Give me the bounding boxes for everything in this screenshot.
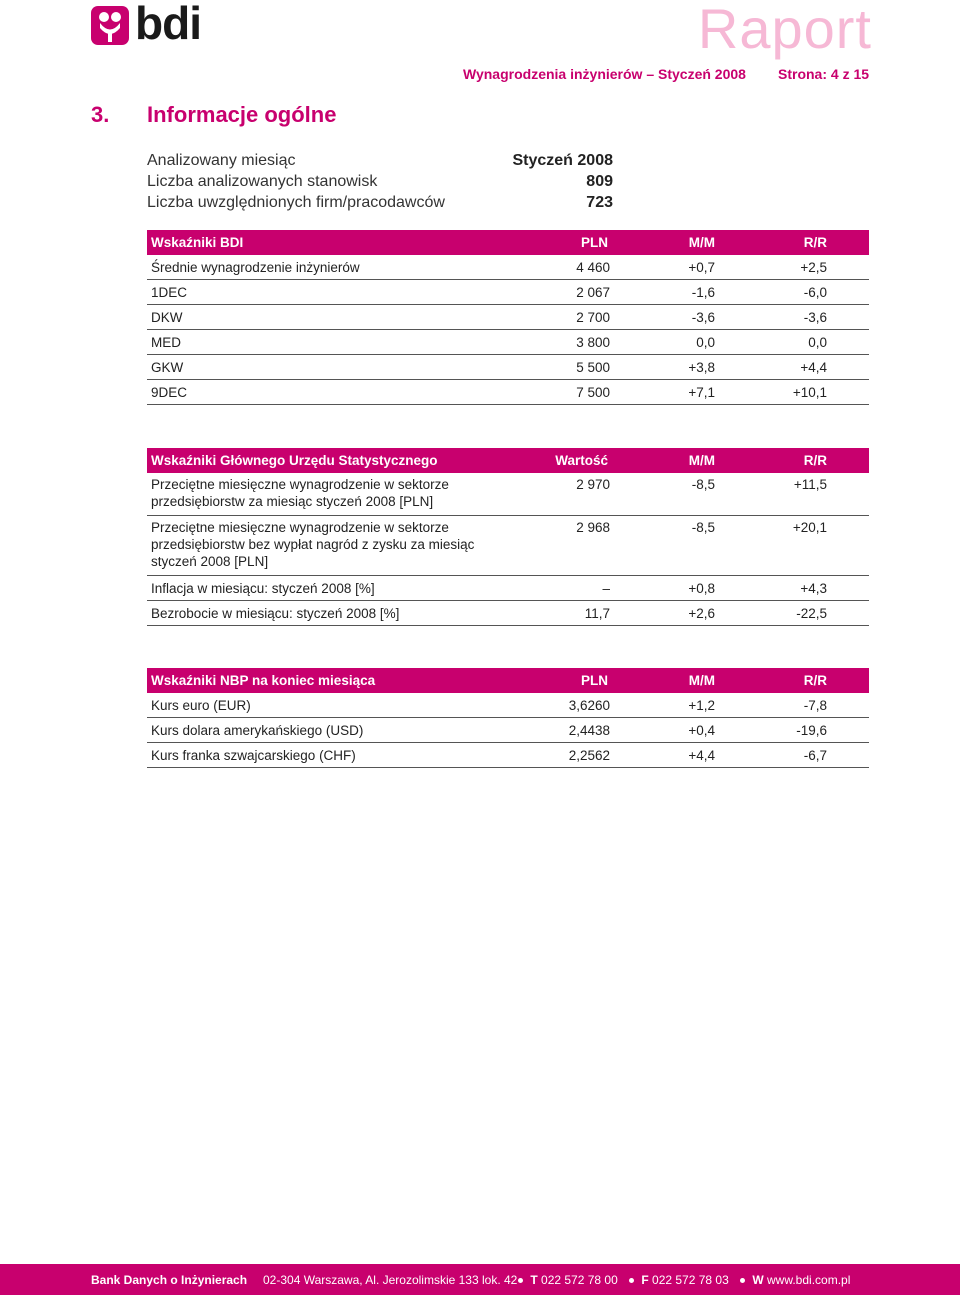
info-value: 723 [586,194,613,211]
section-title-text: Informacje ogólne [147,102,337,127]
table-cell: +2,5 [719,255,869,280]
table-cell: +4,4 [719,355,869,380]
table-cell: -6,7 [719,743,869,768]
table-cell: Przeciętne miesięczne wynagrodzenie w sektorze przedsiębiorstw bez wypłat nagród z zysku za miesiąc styczeń 2008 [PLN] [147,516,532,576]
table-row [147,305,869,330]
table-cell: -3,6 [719,305,869,330]
table-cell: +4,3 [719,576,869,601]
table-cell: +0,7 [612,255,719,280]
table-cell: MED [147,330,532,355]
footer-fax [625,1273,729,1287]
table-cell: 2,4438 [532,718,612,743]
section-title [91,102,336,128]
footer-web [736,1273,850,1287]
table-header-row [147,448,869,473]
logo-figure-icon [91,6,129,45]
table-row [147,255,869,280]
table-cell: 2,2562 [532,743,612,768]
table-cell: -19,6 [719,718,869,743]
table-cell: +20,1 [719,516,869,576]
gus-indicators-table [147,448,869,626]
table-cell: 2 700 [532,305,612,330]
table-row [147,330,869,355]
column-header: PLN [532,230,612,255]
table-cell: +1,2 [612,693,719,718]
bdi-indicators-table [147,230,869,405]
column-header: Wartość [532,448,612,473]
table-cell: 0,0 [719,330,869,355]
table-header-row [147,230,869,255]
table-cell: 3 800 [532,330,612,355]
report-subtitle: Wynagrodzenia inżynierów – Styczeń 2008 [463,66,746,82]
table-cell: +7,1 [612,380,719,405]
table-cell: 1DEC [147,280,532,305]
table-cell: -8,5 [612,473,719,516]
table-cell: Kurs dolara amerykańskiego (USD) [147,718,532,743]
table-cell: 7 500 [532,380,612,405]
page-number: Strona: 4 z 15 [778,66,870,82]
table-cell: +3,8 [612,355,719,380]
table-cell: +4,4 [612,743,719,768]
table-cell: Bezrobocie w miesiącu: styczeń 2008 [%] [147,601,532,626]
footer-bar [0,1264,960,1295]
info-label: Analizowany miesiąc [147,152,296,169]
info-label: Liczba analizowanych stanowisk [147,173,378,190]
bullet-icon [518,1278,523,1283]
column-header: R/R [719,668,869,693]
column-header: R/R [719,230,869,255]
column-header: Wskaźniki Głównego Urzędu Statystycznego [147,448,532,473]
table-header-row [147,668,869,693]
logo-text: bdi [135,0,201,49]
info-label: Liczba uwzględnionych firm/pracodawców [147,194,445,211]
table-row [147,473,869,516]
table-cell: 5 500 [532,355,612,380]
table-cell: 11,7 [532,601,612,626]
bullet-icon [629,1278,634,1283]
table-cell: DKW [147,305,532,330]
table-cell: -8,5 [612,516,719,576]
info-value: Styczeń 2008 [512,152,613,169]
column-header: M/M [612,230,719,255]
table-cell: -1,6 [612,280,719,305]
table-cell: +0,4 [612,718,719,743]
table-cell: 3,6260 [532,693,612,718]
table-cell: +0,8 [612,576,719,601]
column-header: R/R [719,448,869,473]
bdi-logo [91,0,211,49]
table-cell: 2 067 [532,280,612,305]
table-cell: GKW [147,355,532,380]
column-header: Wskaźniki BDI [147,230,532,255]
table-cell: -7,8 [719,693,869,718]
column-header: Wskaźniki NBP na koniec miesiąca [147,668,532,693]
table-cell: 9DEC [147,380,532,405]
table-cell: -22,5 [719,601,869,626]
phone-label: T [530,1273,538,1287]
table-cell: 4 460 [532,255,612,280]
table-row [147,355,869,380]
table-cell: +2,6 [612,601,719,626]
table-row [147,380,869,405]
table-cell: 2 970 [532,473,612,516]
table-row [147,280,869,305]
table-cell: Kurs franka szwajcarskiego (CHF) [147,743,532,768]
footer-phone [514,1273,618,1287]
table-cell: -3,6 [612,305,719,330]
footer-address: 02-304 Warszawa, Al. Jerozolimskie 133 lok. 42 [263,1273,518,1287]
column-header: M/M [612,448,719,473]
fax-label: F [641,1273,649,1287]
table-row [147,743,869,768]
table-cell: 0,0 [612,330,719,355]
phone-number: 022 572 78 00 [541,1273,618,1287]
table-cell: +11,5 [719,473,869,516]
bullet-icon [740,1278,745,1283]
table-cell: Przeciętne miesięczne wynagrodzenie w sektorze przedsiębiorstw za miesiąc styczeń 2008 [PLN] [147,473,532,516]
table-cell: 2 968 [532,516,612,576]
table-cell: Średnie wynagrodzenie inżynierów [147,255,532,280]
info-value: 809 [586,173,613,190]
table-cell: -6,0 [719,280,869,305]
column-header: PLN [532,668,612,693]
section-number: 3. [91,102,110,127]
table-cell: Kurs euro (EUR) [147,693,532,718]
footer-name: Bank Danych o Inżynierach [91,1273,248,1287]
table-row [147,718,869,743]
web-address[interactable]: www.bdi.com.pl [767,1273,851,1287]
web-label: W [752,1273,764,1287]
report-heading: Raport [697,0,872,60]
table-cell: Inflacja w miesiącu: styczeń 2008 [%] [147,576,532,601]
table-row [147,693,869,718]
table-row [147,601,869,626]
table-row [147,576,869,601]
table-cell: +10,1 [719,380,869,405]
column-header: M/M [612,668,719,693]
table-row [147,516,869,576]
nbp-indicators-table [147,668,869,768]
table-cell: – [532,576,612,601]
fax-number: 022 572 78 03 [652,1273,729,1287]
